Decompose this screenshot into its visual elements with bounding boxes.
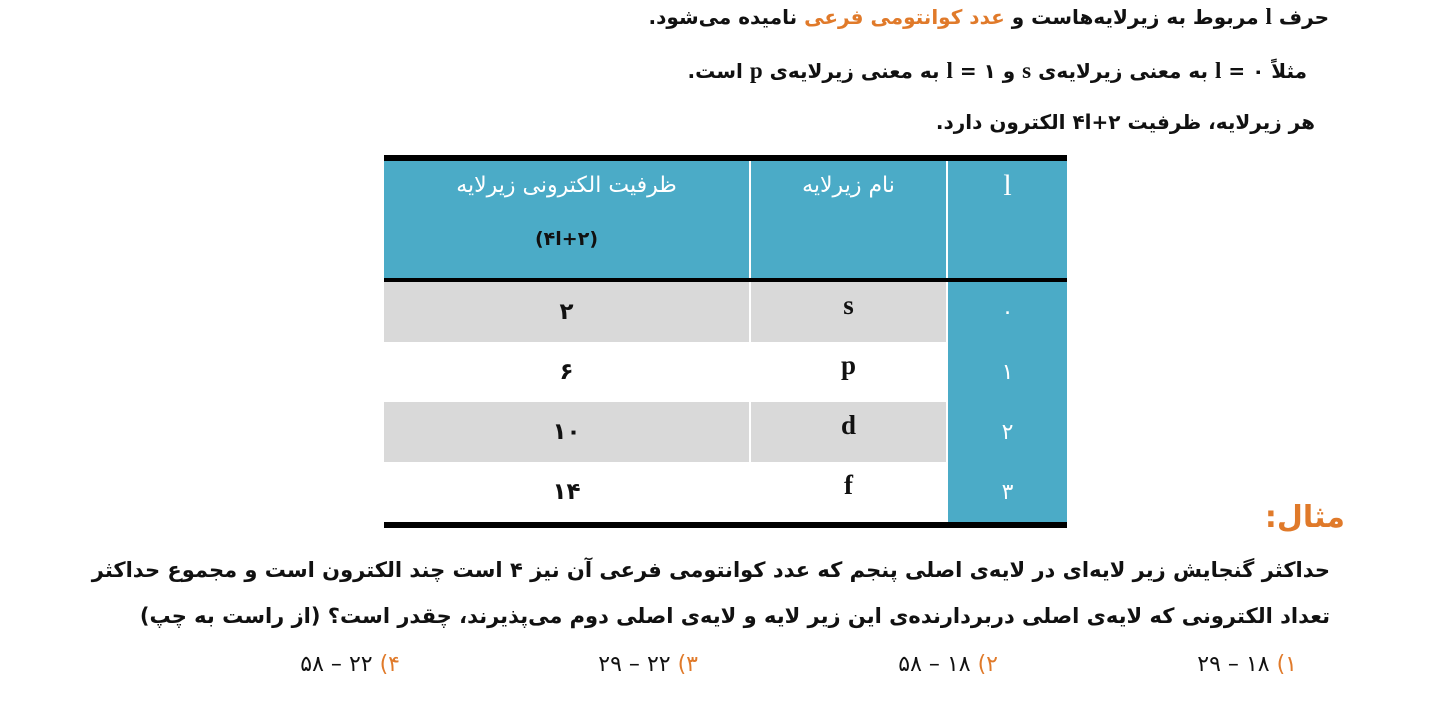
intro-line-2: مثلاً ۰ = l به معنی زیرلایه‌ی s و ۱ = l به معنی زیرلایه‌ی p است. (687, 58, 1307, 83)
subshell-table (384, 155, 1067, 528)
option-text: ۱۸ – ۵۸ (898, 652, 978, 677)
option-text: ۲۲ – ۵۸ (300, 652, 380, 677)
header-capacity-formula: (۴l+۲) (534, 228, 598, 250)
option-text: ۲۲ – ۲۹ (598, 652, 678, 677)
row-subshell-name: d (750, 402, 947, 462)
row-capacity: ۶ (559, 359, 574, 385)
option-text: ۱۸ – ۲۹ (1197, 652, 1277, 677)
row-l-value: ۰ (947, 280, 1067, 342)
header-capacity-label: ظرفیت الکترونی زیرلایه (456, 173, 677, 198)
header-subshell-name: نام زیرلایه (750, 158, 947, 280)
question-line-1: حداکثر گنجایش زیر لایه‌ای در لایه‌ی اصلی پنجم که عدد کوانتومی فرعی آن نیز ۴ است چند الکترون است و مجموع حداکثر (91, 558, 1330, 582)
question-line-2: تعداد الکترونی که لایه‌ی اصلی دربردارنده‌ی این زیر لایه و لایه‌ی اصلی دوم می‌پذیرند، چقدر است؟ (از راست به چپ) (139, 604, 1330, 628)
table-row (384, 280, 1067, 342)
option-1[interactable] (1197, 652, 1297, 677)
row-capacity: ۱۰ (384, 402, 750, 462)
capacity-formula: ۲+۴l (1072, 110, 1121, 134)
row-l-value: ۱ (947, 342, 1067, 402)
option-3[interactable] (598, 652, 698, 677)
option-number: ۴) (379, 652, 400, 677)
row-capacity: ۲ (384, 280, 750, 342)
option-2[interactable] (898, 652, 998, 677)
option-number: ۳) (677, 652, 698, 677)
row-capacity: ۱۴ (552, 479, 581, 505)
header-l: l (947, 158, 1067, 280)
example-title: مثال: (1264, 500, 1345, 535)
row-l-value: ۲ (947, 402, 1067, 462)
intro-line-3: هر زیرلایه، ظرفیت ۲+۴l الکترون دارد. (935, 110, 1315, 134)
row-subshell-name: s (750, 280, 947, 342)
table-row (384, 402, 1067, 462)
intro-line-1: حرف l مربوط به زیرلایه‌هاست و عدد کوانتومی فرعی نامیده می‌شود. (648, 4, 1329, 29)
option-number: ۱) (1276, 652, 1297, 677)
header-capacity (384, 158, 750, 280)
option-number: ۲) (977, 652, 998, 677)
table-row (384, 462, 1067, 525)
row-l-value: ۳ (947, 462, 1067, 525)
row-subshell-name: f (750, 462, 947, 525)
highlight-term: عدد کوانتومی فرعی (804, 5, 1005, 29)
table-row (384, 342, 1067, 402)
table-header-row (384, 158, 1067, 280)
option-4[interactable] (300, 652, 400, 677)
row-subshell-name: p (750, 342, 947, 402)
